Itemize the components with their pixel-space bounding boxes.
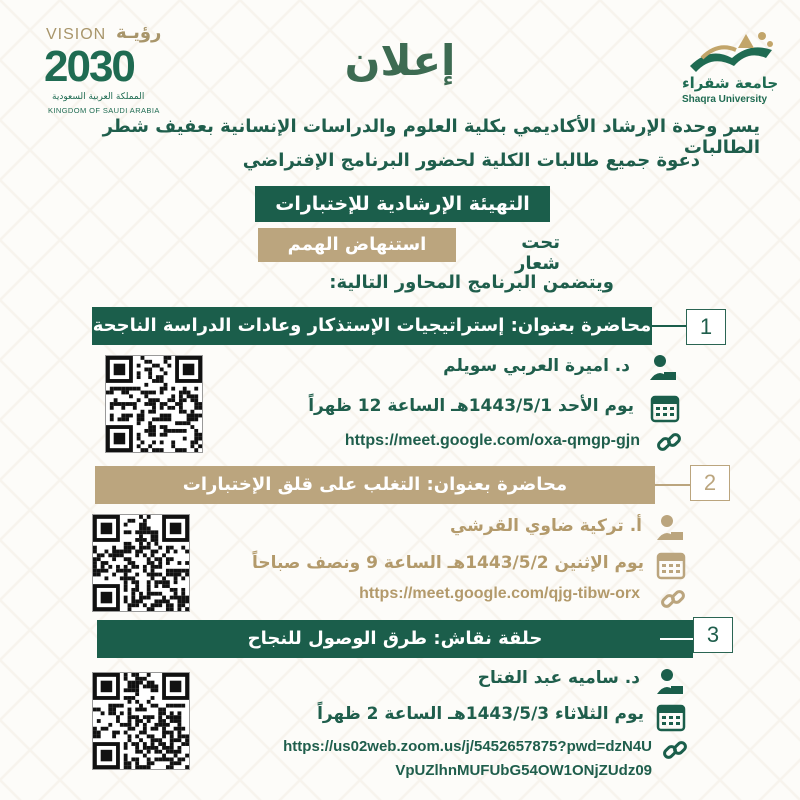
session-1-link[interactable]: https://meet.google.com/oxa-qmgp-gjn: [344, 432, 640, 449]
session-3-speaker: د. ساميه عبد الفتاح: [477, 668, 640, 688]
speaker-icon: [648, 352, 678, 382]
session-3-connector: [660, 638, 696, 640]
vision-logo-year: 2030: [44, 42, 134, 91]
vision-logo-text: VISION: [46, 26, 107, 43]
university-name-en: Shaqra University: [682, 94, 768, 105]
axes-intro: ويتضمن البرنامج المحاور التالية:: [329, 272, 614, 293]
link-icon: [660, 735, 690, 765]
link-icon: [654, 427, 684, 457]
session-1-title: محاضرة بعنوان: إستراتيجيات الإستذكار وعادات الدراسة الناجحة: [92, 307, 652, 345]
session-3-date: يوم الثلاثاء 1443/5/3هـ الساعة 2 ظهراً: [317, 704, 644, 724]
page-title: إعلان: [344, 36, 456, 85]
session-2-link[interactable]: https://meet.google.com/qjg-tibw-orx: [359, 585, 640, 602]
qr-code-graphic: [93, 673, 189, 769]
session-1-connector: [652, 325, 688, 327]
session-3-qr-code[interactable]: [92, 672, 190, 770]
session-1-speaker: د. اميرة العربي سويلم: [443, 356, 630, 376]
intro-line-1: يسر وحدة الإرشاد الأكاديمي بكلية العلوم والدراسات الإنسانية بعفيف شطر الطالبات: [102, 116, 760, 158]
vision-2030-logo: [30, 22, 162, 115]
session-3-link-cont[interactable]: VpUZlhnMUFUbG54OW1ONjZUdz09: [395, 762, 652, 779]
speaker-icon: [655, 512, 685, 542]
session-1-date: يوم الأحد 1443/5/1هـ الساعة 12 ظهراً: [308, 396, 634, 416]
session-1-qr-code[interactable]: [105, 355, 203, 453]
session-2-connector: [655, 484, 691, 486]
session-3-title: حلقة نقاش: طرق الوصول للنجاح: [97, 620, 693, 658]
vision-logo-kingdom-ar: المملكة العربية السعودية: [52, 92, 145, 102]
intro-line-2: دعوة جميع طالبات الكلية لحضور البرنامج الإفتراضي: [242, 150, 700, 171]
university-logo: [680, 28, 790, 108]
session-2-qr-code[interactable]: [92, 514, 190, 612]
link-icon: [658, 584, 688, 614]
session-3-number: 3: [693, 617, 733, 653]
calendar-icon: [656, 702, 686, 732]
university-name-ar: جامعة شقراء: [682, 74, 779, 92]
calendar-icon: [650, 393, 680, 423]
session-2-date: يوم الإثنين 1443/5/2هـ الساعة 9 ونصف صباحاً: [251, 553, 644, 573]
session-1-number: 1: [686, 309, 726, 345]
session-3-link[interactable]: https://us02web.zoom.us/j/5452657875?pwd=dzN4U: [283, 738, 652, 755]
vision-logo-arabic: رؤيـة: [116, 22, 162, 43]
slogan-badge: استنهاض الهمم: [258, 228, 456, 262]
vision-logo-kingdom-en: KINGDOM OF SAUDI ARABIA: [48, 106, 160, 115]
session-2-speaker: أ. تركية ضاوي القرشي: [449, 516, 642, 536]
qr-code-graphic: [106, 356, 202, 452]
calendar-icon: [656, 550, 686, 580]
qr-code-graphic: [93, 515, 189, 611]
session-2-title: محاضرة بعنوان: التغلب على قلق الإختبارات: [95, 466, 655, 504]
slogan-label: تحت شعار: [515, 232, 560, 274]
university-logo-emblem: [680, 28, 780, 74]
speaker-icon: [655, 666, 685, 696]
program-name-banner: التهيئة الإرشادية للإختبارات: [255, 186, 550, 222]
session-2-number: 2: [690, 465, 730, 501]
